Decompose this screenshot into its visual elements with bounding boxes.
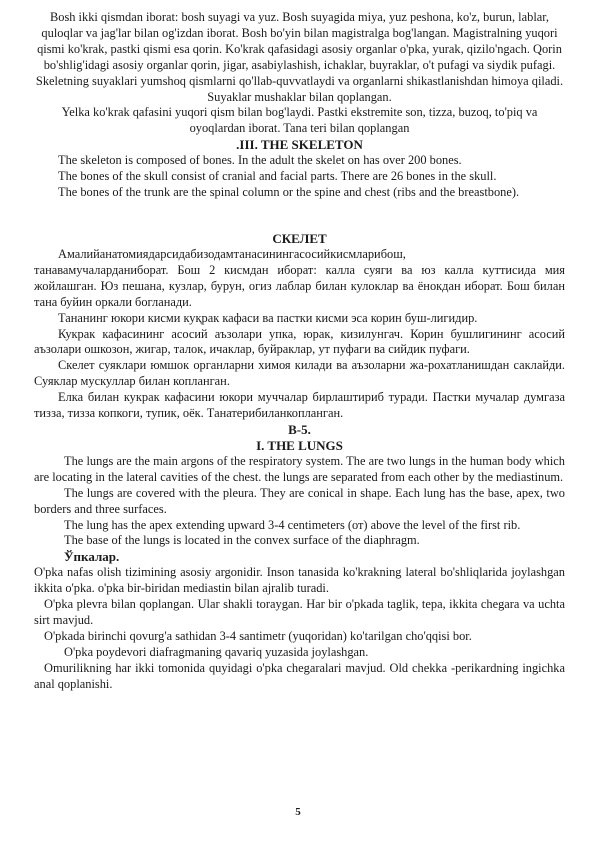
skeleton-en-paragraph-3: The bones of the trunk are the spinal column or the spine and chest (ribs and the breastbone).: [58, 185, 520, 200]
skeleton-ru-paragraph-4: Кукрак кафасининг асосий аъзолари упка, юрак, кизилунгач. Корин бушлигининг асосий аъзолари ошкозон, жигар, талок, ичаклар, буйраклар, ут пуфаги ва сийдик пуфаги.: [34, 326, 565, 357]
uz-intro-paragraph: Bosh ikki qismdan iborat: bosh suyagi va yuz. Bosh suyagida miya, yuz peshona, ko'z, burun, lablar, quloqlar va jag'lar bilan og'izdan iborat. Bosh bo'yin bilan magistralga bog'langan. Magistralning yuqori qismi ko'krak, pastki qismi esa qorin. Ko'krak qafasidagi asosiy organlar o'pka, yurak, qizilo'ngach. Qorin bo'shlig'idagi asosiy organlar qorin, jigar, asabiylashish, ichaklar, buyraklar, o't pufagi va siydik pufagi. Skeletning suyaklari yumshoq qismlarni qo'llab-quvvatlaydi va organlarni shikastlanishdan himoya qiladi. Suyaklar mushaklar bilan qoplangan.: [35, 10, 564, 104]
lungs-uz-paragraph-3: O'pkada birinchi qovurg'a sathidan 3-4 santimetr (yuqoridan) ko'tarilgan cho'qqisi bor.: [44, 629, 472, 643]
document-page: [34, 10, 565, 693]
skeleton-en-paragraph-1: The skeleton is composed of bones. In the adult the skelet on has over 200 bones.: [58, 153, 462, 168]
skeleton-ru-paragraph-3: Тананинг юкори кисми куқрак кафаси ва пастки кисми эса корин буш-лигидир.: [58, 310, 478, 325]
skeleton-ru-paragraph-1: Амалийанатомиядарсидабизодамтанасинингасосийкисмларибош,: [58, 246, 406, 261]
lungs-en-paragraph-4: The base of the lungs is located in the convex surface of the diaphragm.: [64, 533, 420, 548]
skeleton-ru-paragraph-6: Елка билан кукрак кафасини юкори муччалар бирлаштириб туради. Пастки мучалар думгаза тизза, тизза копкоги, тупик, оёк. Танатерибиланкопланган.: [34, 390, 565, 421]
lungs-uz-paragraph-5: Omurilikning har ikki tomonida quyidagi o'pka chegaralari mavjud. Old chekka -perikardning ingichka anal qoplanishi.: [34, 660, 565, 691]
skeleton-ru-paragraph-5: Скелет суяклари юмшок органларни химоя килади ва аъзоларни жа-рохатланишдан саклайди. Суяклар мускуллар билан копланган.: [34, 358, 565, 389]
lungs-ru-heading: Ўпкалар.: [64, 549, 120, 565]
lungs-en-paragraph-1: The lungs are the main argons of the respiratory system. The are two lungs in the human body which are locating in the lateral cavities of the chest. the lungs are separated from each other by the mediastinum.: [34, 453, 565, 484]
lungs-en-paragraph-2: The lungs are covered with the pleura. They are conical in shape. Each lung has the base, apex, two borders and three surfaces.: [34, 485, 565, 516]
lesson-code: B-5.: [288, 421, 311, 437]
lungs-uz-paragraph-2: O'pka plevra bilan qoplangan. Ular shakli toraygan. Har bir o'pkada taglik, tepa, ikkita chegara va uchta sirt mavjud.: [34, 597, 565, 628]
section-spacer: [34, 201, 565, 231]
uz-limbs-paragraph: Yelka ko'krak qafasini yuqori qism bilan bog'laydi. Pastki ekstremite son, tizza, buzoq, to'piq va oyoqlardan iborat. Tana teri bilan qoplangan: [61, 105, 538, 136]
lungs-heading: I. THE LUNGS: [256, 437, 343, 453]
skeleton-ru-heading: СКЕЛЕТ: [272, 230, 327, 246]
lungs-en-paragraph-3: The lung has the apex extending upward 3-4 centimeters (от) above the level of the first rib.: [64, 517, 521, 532]
lungs-uz-paragraph-4: O'pka poydevori diafragmaning qavariq yuzasida joylashgan.: [64, 644, 369, 659]
page-number: 5: [295, 806, 301, 818]
skeleton-heading: .III. THE SKELETON: [236, 137, 363, 153]
skeleton-en-paragraph-2: The bones of the skull consist of cranial and facial parts. There are 26 bones in the skull.: [58, 169, 497, 184]
skeleton-ru-paragraph-2: танавамучаларданиборат. Бош 2 кисмдан иборат: калла суяги ва юз калла куттисида мия жойлашган. Юз пешана, кузлар, бурун, огиз лаблар билан кулоклар ва ёнокдан иборат. Бош билан тана буйин оркали богланади.: [34, 262, 565, 309]
lungs-uz-paragraph-1: O'pka nafas olish tizimining asosiy argonidir. Inson tanasida ko'krakning lateral bo'shliqlarida joylashgan ikkita o'pka. o'pka bir-biridan mediastin bilan ajralib turadi.: [34, 565, 565, 596]
